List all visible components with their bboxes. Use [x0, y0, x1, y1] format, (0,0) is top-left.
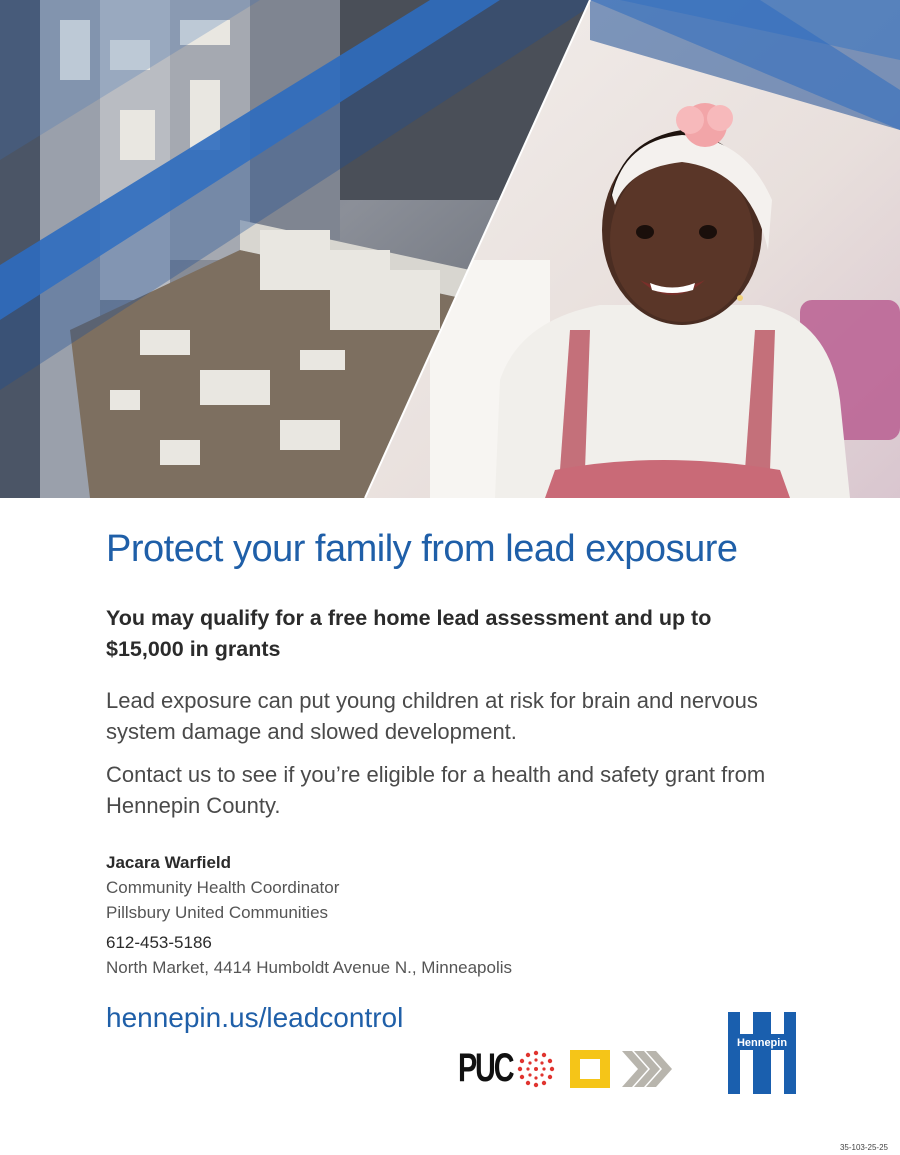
hero-banner — [0, 0, 900, 498]
contact-name: Jacara Warfield — [106, 853, 232, 872]
puc-square-icon — [570, 1050, 610, 1088]
body-paragraph-2: Contact us to see if you’re eligible for a health and safety grant from Hennepin County. — [106, 762, 766, 818]
contact-block — [106, 850, 706, 980]
website-link[interactable]: hennepin.us/leadcontrol — [106, 1002, 404, 1033]
puc-logo-text: PUC — [458, 1046, 513, 1090]
puc-chevrons-icon — [622, 1051, 672, 1087]
headline: Protect your family from lead exposure — [106, 528, 738, 570]
hennepin-logo — [728, 1012, 796, 1094]
body-paragraph-1: Lead exposure can put young children at risk for brain and nervous system damage and slowed development. — [106, 688, 758, 744]
subhead: You may qualify for a free home lead assessment and up to $15,000 in grants — [106, 606, 712, 661]
form-code: 35-103-25-25 — [839, 1143, 888, 1152]
puc-logo-marks — [514, 1046, 674, 1092]
hero-illustration — [0, 0, 900, 498]
hennepin-logo-text: Hennepin — [736, 1037, 788, 1049]
contact-address: North Market, 4414 Humboldt Avenue N., Minneapolis — [106, 958, 513, 977]
contact-phone[interactable]: 612-453-5186 — [106, 933, 212, 952]
contact-title: Community Health Coordinator — [106, 878, 340, 897]
puc-sunburst-icon — [518, 1051, 554, 1087]
contact-organization: Pillsbury United Communities — [106, 903, 329, 922]
